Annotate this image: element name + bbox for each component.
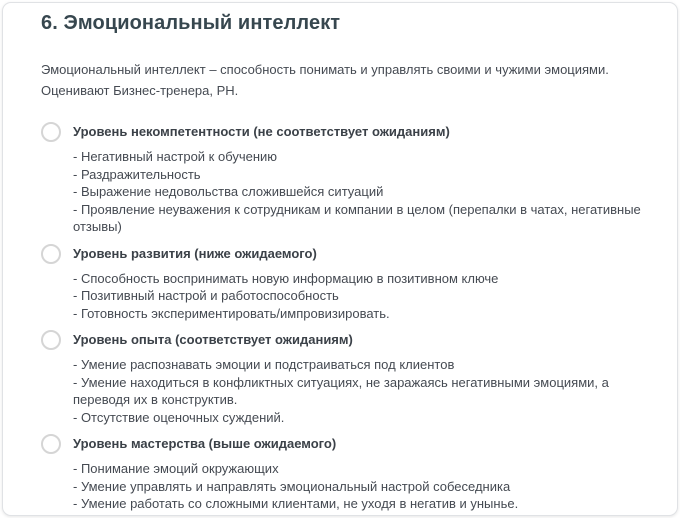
- detail-line: - Выражение недовольства сложившейся ситуаций: [73, 184, 384, 199]
- option-details: [73, 460, 642, 513]
- radio-option: [41, 244, 642, 323]
- radio-button[interactable]: [41, 330, 61, 350]
- question-title: 6. Эмоциональный интеллект: [41, 12, 341, 34]
- option-label[interactable]: Уровень развития (ниже ожидаемого): [73, 245, 317, 261]
- radio-option: [41, 122, 642, 236]
- option-label[interactable]: Уровень некомпетентности (не соответствует ожиданиям): [73, 124, 450, 139]
- detail-line: - Понимание эмоций окружающих: [73, 461, 279, 476]
- option-row[interactable]: [41, 434, 642, 454]
- option-label[interactable]: Уровень опыта (соответствует ожиданиям): [73, 332, 353, 347]
- detail-line: - Отсутствие оценочных суждений.: [73, 409, 285, 425]
- radio-button[interactable]: [41, 122, 61, 142]
- detail-line: - Способность воспринимать новую информацию в позитивном ключе: [73, 270, 499, 286]
- detail-line: - Умение управлять и направлять эмоциональный настрой собеседника: [73, 478, 511, 494]
- detail-line: - Раздражительность: [73, 166, 201, 182]
- option-details: [73, 270, 642, 323]
- detail-line: - Проявление неуважения к сотрудникам и компании в целом (перепалки в чатах, негативные отзывы): [73, 201, 641, 234]
- detail-line: - Умение распознавать эмоции и подстраиваться под клиентов: [73, 357, 455, 372]
- option-row[interactable]: [41, 244, 642, 264]
- radio-option: [41, 434, 642, 513]
- option-row[interactable]: [41, 122, 642, 142]
- detail-line: - Умение находиться в конфликтных ситуациях, не заражаясь негативными эмоциями, а переводя их в конструктив.: [73, 374, 609, 407]
- option-row[interactable]: [41, 330, 642, 350]
- radio-option: [41, 330, 642, 426]
- question-description: Эмоциональный интеллект – способность понимать и управлять своими и чужими эмоциями. Оценивают Бизнес-тренера, РН.: [41, 62, 609, 98]
- option-details: [73, 356, 642, 426]
- detail-line: - Негативный настрой к обучению: [73, 149, 278, 164]
- option-details: [73, 148, 642, 236]
- radio-button[interactable]: [41, 434, 61, 454]
- detail-line: - Готовность экспериментировать/импровизировать.: [73, 305, 390, 321]
- option-label[interactable]: Уровень мастерства (выше ожидаемого): [73, 436, 337, 451]
- options-list: [41, 122, 642, 513]
- detail-line: - Умение работать со сложными клиентами, не уходя в негатив и унынье.: [73, 496, 519, 511]
- question-card: [2, 2, 678, 516]
- detail-line: - Позитивный настрой и работоспособность: [73, 288, 339, 303]
- radio-button[interactable]: [41, 244, 61, 264]
